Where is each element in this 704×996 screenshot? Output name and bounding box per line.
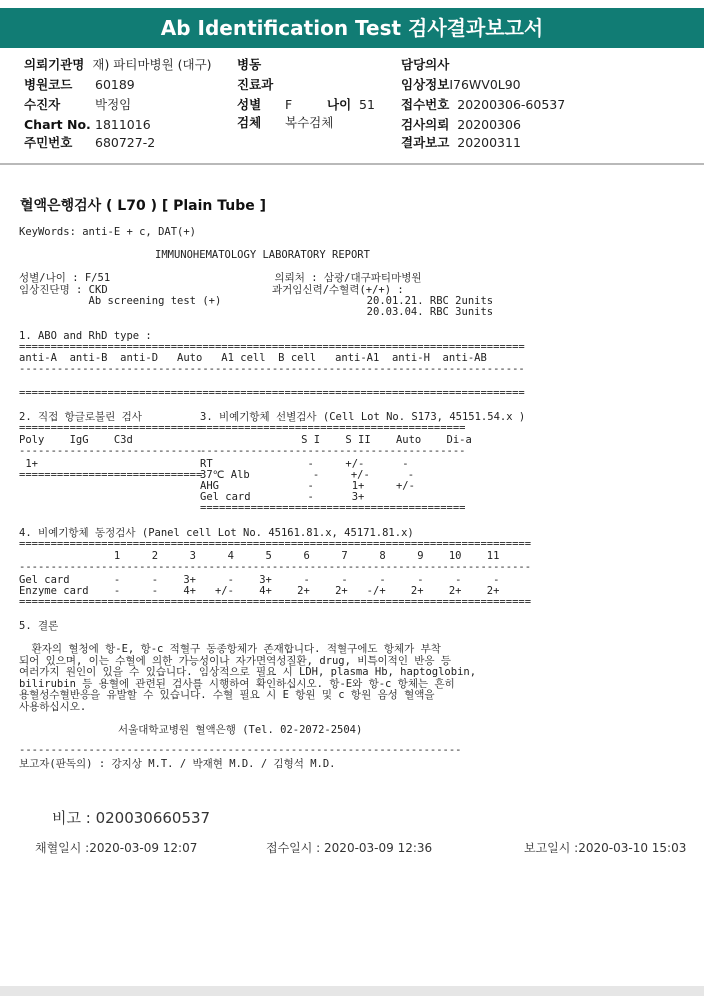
dat-header: Poly IgG C3d (19, 434, 133, 446)
header-row-1 (24, 58, 212, 72)
screen-row-gel: Gel card - 3+ (200, 491, 365, 503)
lab-contact: 서울대학교병원 혈액은행 (Tel. 02-2072-2504) (118, 724, 363, 736)
chart-no-value: 1811016 (95, 117, 151, 132)
conclusion-title: 5. 결론 (19, 620, 59, 632)
dat-separator: ============================= (19, 422, 203, 434)
abo-separator: ================================================================================ (19, 341, 525, 353)
conclusion-line-2: 되어 있으며, 이는 수혈에 의한 가능성이나 자가면역성질환, drug, 비특이적인 반응 등 (19, 655, 452, 667)
panel-separator: ================================================================================= (19, 538, 532, 550)
screen-row-rt: RT - +/- - (200, 458, 409, 470)
bottom-bar (0, 986, 704, 996)
patient-label: 수진자 (24, 97, 61, 112)
panel-title: 4. 비예기항체 동정검사 (Panel cell Lot No. 45161.81.x, 45171.81.x) (19, 527, 414, 539)
screen-separator: ========================================== (200, 422, 466, 434)
clinical-info-label: 임상정보 (401, 77, 450, 92)
institution-value: 재) 파티마병원 (대구) (92, 57, 212, 72)
memo: 비고 : 020030660537 (52, 809, 211, 827)
ward-label: 병동 (237, 57, 262, 72)
screen-header: S I S II Auto Di-a (200, 434, 472, 446)
resident-no-label: 주민번호 (24, 135, 73, 150)
age-value: 51 (359, 97, 375, 112)
report-date-label: 결과보고 (401, 135, 450, 150)
screen-title: 3. 비예기항체 선별검사 (Cell Lot No. S173, 45151.54.x ) (200, 411, 526, 423)
signature-line: ---------------------------------------------------------------------- (19, 744, 462, 756)
reporter: 보고자(판독의) : 강지상 M.T. / 박재현 M.D. / 김형석 M.D. (19, 758, 336, 770)
dat-separator-2: ============================= (19, 469, 203, 481)
sex-label: 성별 (237, 97, 262, 112)
info-line-1: 성별/나이 : F/51 의뢰처 : 삼광/대구파티마병원 (19, 272, 422, 284)
institution-label: 의뢰기관명 (24, 57, 85, 72)
collection-datetime: 채혈일시 :2020-03-09 12:07 (35, 841, 198, 855)
receipt-datetime: 접수일시 : 2020-03-09 12:36 (266, 841, 433, 855)
conclusion-line-1: 환자의 혈청에 항-E, 항-c 적혈구 동종항체가 존재합니다. 적혈구에도 항체가 부착 (19, 643, 441, 655)
screen-separator-2: ========================================== (200, 502, 466, 514)
conclusion-line-5: 용혈성수혈반응을 유발할 수 있습니다. 수혈 필요 시 E 항원 및 c 항원 음성 혈액을 (19, 689, 435, 701)
keywords: KeyWords: anti-E + c, DAT(+) (19, 226, 197, 238)
department-label: 진료과 (237, 77, 274, 92)
clinical-info-value: I76WV0L90 (449, 77, 521, 92)
sex-value: F (285, 97, 293, 112)
panel-row-gel: Gel card - - 3+ - 3+ - - - - - - (19, 574, 500, 586)
header-divider (0, 163, 704, 165)
report-heading: IMMUNOHEMATOLOGY LABORATORY REPORT (155, 249, 370, 261)
request-date-label: 검사의뢰 (401, 117, 450, 132)
abo-header: anti-A anti-B anti-D Auto A1 cell B cell anti-A1 anti-H anti-AB (19, 352, 487, 364)
hospital-code-label: 병원코드 (24, 77, 73, 92)
info-line-3: Ab screening test (+) 20.01.21. RBC 2units (19, 295, 494, 307)
info-line-4: 20.03.04. RBC 3units (19, 306, 494, 318)
panel-row-enzyme: Enzyme card - - 4+ +/- 4+ 2+ 2+ -/+ 2+ 2+ 2+ (19, 585, 500, 597)
abo-title: 1. ABO and RhD type : (19, 330, 152, 342)
screen-row-alb: 37℃ Alb - +/- - (200, 469, 415, 481)
specimen-label: 검체 (237, 115, 262, 130)
conclusion-line-6: 사용하십시오. (19, 701, 87, 713)
screen-dash: ------------------------------------------ (200, 445, 466, 457)
panel-separator-2: ================================================================================= (19, 596, 532, 608)
chart-no-label: Chart No. (24, 117, 91, 132)
receipt-no-value: 20200306-60537 (457, 97, 566, 112)
resident-no-value: 680727-2 (95, 135, 156, 150)
section-title: 혈액은행검사 ( L70 ) [ Plain Tube ] (20, 198, 267, 214)
abo-separator-2: ================================================================================ (19, 387, 525, 399)
receipt-no-label: 접수번호 (401, 97, 450, 112)
conclusion-line-3: 여러가지 원인이 있을 수 있습니다. 임상적으로 필요 시 LDH, plasma Hb, haptoglobin, (19, 666, 477, 678)
doctor-label: 담당의사 (401, 57, 450, 72)
report-title-bar: Ab Identification Test 검사결과보고서 (0, 8, 704, 48)
age-label: 나이 (327, 97, 352, 112)
dat-dash: ----------------------------- (19, 445, 203, 457)
report-date-value: 20200311 (457, 135, 521, 150)
screen-row-ahg: AHG - 1+ +/- (200, 480, 415, 492)
specimen-value: 복수검체 (285, 115, 334, 130)
abo-dash: -------------------------------------------------------------------------------- (19, 363, 525, 375)
dat-value: 1+ (19, 458, 38, 470)
patient-value: 박정임 (95, 97, 132, 112)
dat-title: 2. 직접 항글로불린 검사 (19, 411, 142, 423)
request-date-value: 20200306 (457, 117, 521, 132)
conclusion-line-4: bilirubin 등 용혈에 관련된 검사를 시행하여 확인하십시오. 항-E와 항-c 항체는 흔히 (19, 678, 455, 690)
report-datetime: 보고일시 :2020-03-10 15:03 (524, 841, 687, 855)
hospital-code-value: 60189 (95, 77, 135, 92)
panel-header: 1 2 3 4 5 6 7 8 9 10 11 (19, 550, 500, 562)
info-line-2: 임상진단명 : CKD 과거임신력/수혈력(+/+) : (19, 284, 404, 296)
panel-dash: --------------------------------------------------------------------------------- (19, 561, 532, 573)
